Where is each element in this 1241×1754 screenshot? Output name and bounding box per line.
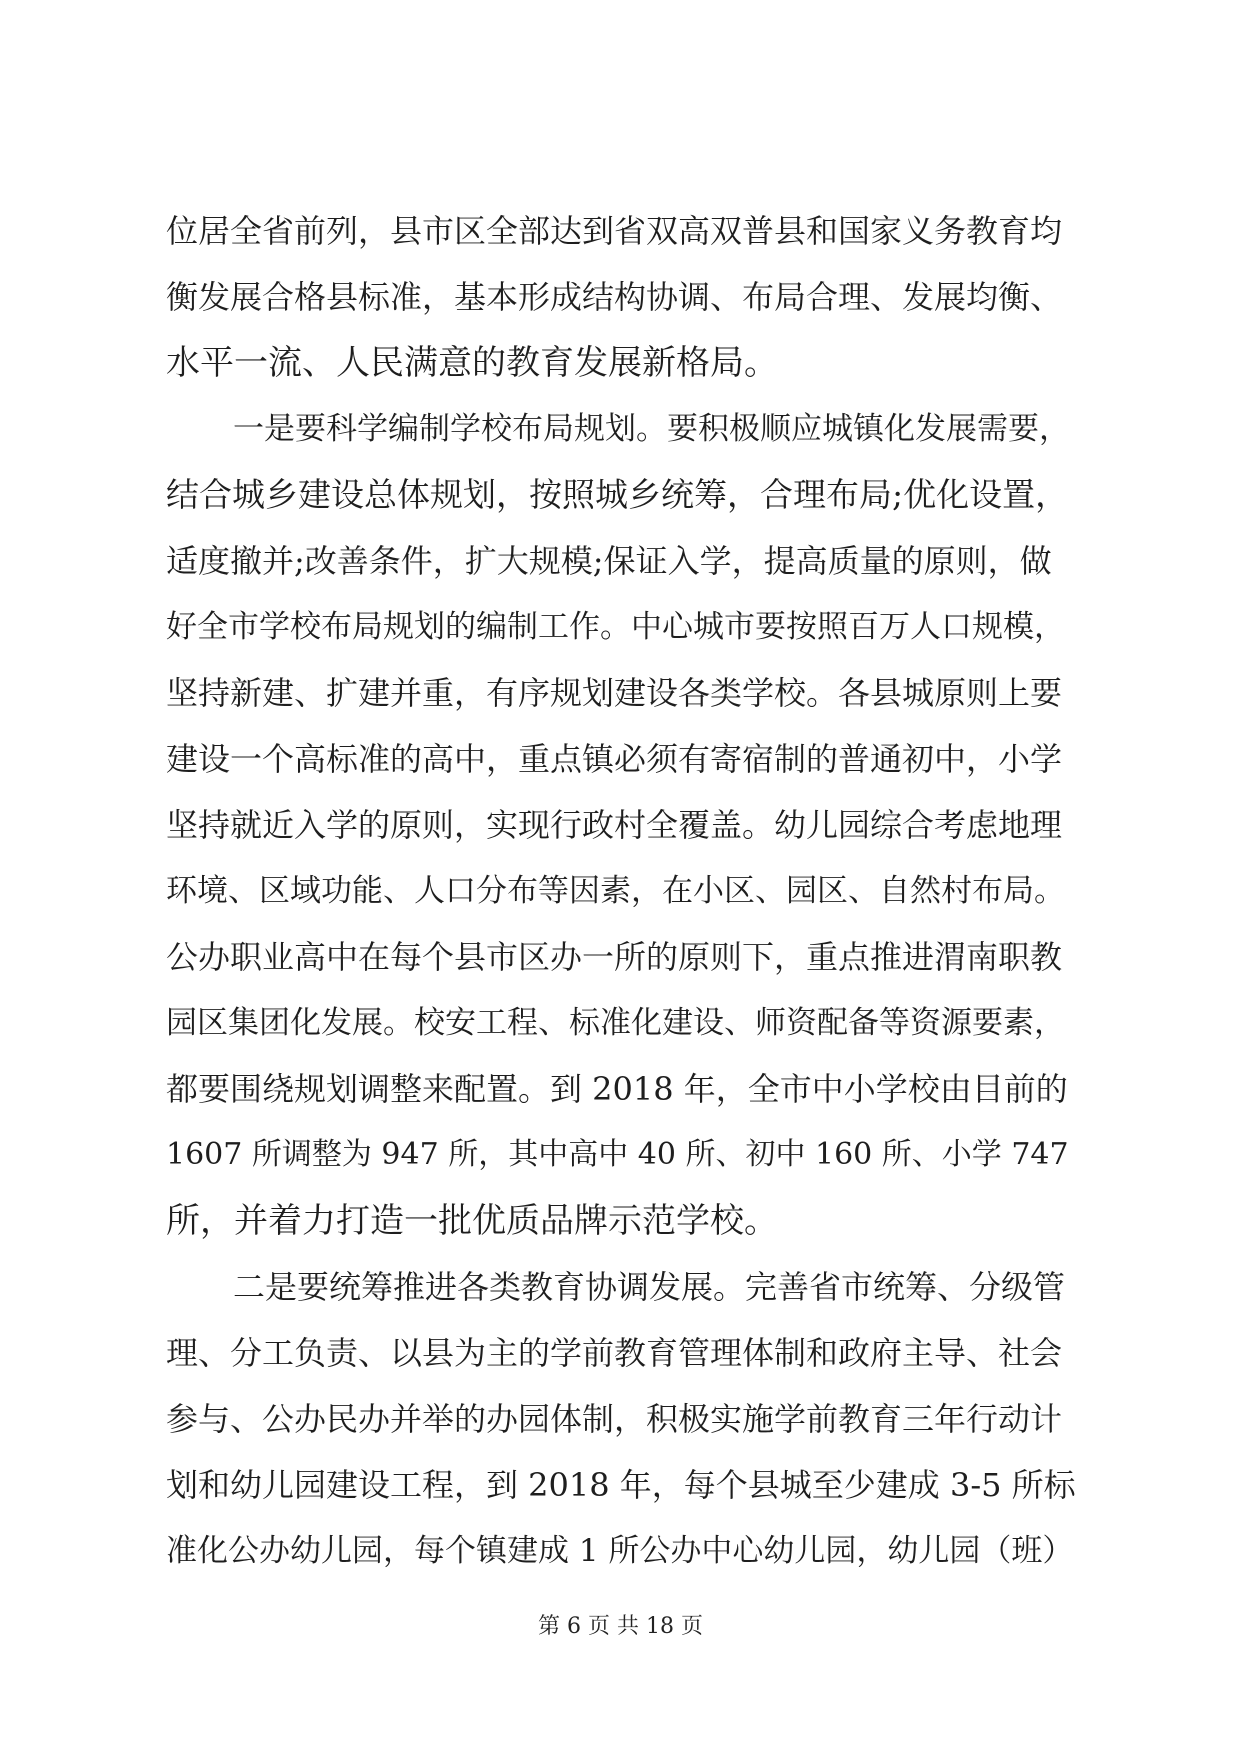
text-line: 划和幼儿园建设工程，到 2018 年，每个县城至少建成 3-5 所标 xyxy=(166,1466,1076,1504)
text-line: 适度撤并;改善条件，扩大规模;保证入学，提高质量的原则，做 xyxy=(166,542,1052,580)
text-line: 水平一流、人民满意的教育发展新格局。 xyxy=(166,343,778,383)
text-line: 1607 所调整为 947 所，其中高中 40 所、初中 160 所、小学 747 xyxy=(166,1137,1069,1172)
text-line: 坚持新建、扩建并重，有序规划建设各类学校。各县城原则上要 xyxy=(166,674,1063,712)
text-line: 理、分工负责、以县为主的学前教育管理体制和政府主导、社会 xyxy=(166,1334,1063,1372)
page-number-footer: 第 6 页 共 18 页 xyxy=(538,1614,703,1639)
text-line: 参与、公办民办并举的办园体制，积极实施学前教育三年行动计 xyxy=(166,1400,1063,1438)
text-line: 所，并着力打造一批优质品牌示范学校。 xyxy=(166,1201,778,1241)
text-line: 环境、区域功能、人口分布等因素，在小区、园区、自然村布局。 xyxy=(166,873,1065,909)
text-line: 准化公办幼儿园，每个镇建成 1 所公办中心幼儿园，幼儿园（班） xyxy=(166,1533,1074,1569)
paragraph-first-line: 一是要科学编制学校布局规划。要积极顺应城镇化发展需要， xyxy=(233,411,1070,447)
text-line: 公办职业高中在每个县市区办一所的原则下，重点推进渭南职教 xyxy=(166,938,1063,976)
text-line: 都要围绕规划调整来配置。到 2018 年，全市中小学校由目前的 xyxy=(166,1070,1068,1108)
text-line: 建设一个高标准的高中，重点镇必须有寄宿制的普通初中，小学 xyxy=(166,740,1063,778)
text-line: 园区集团化发展。校安工程、标准化建设、师资配备等资源要素， xyxy=(166,1005,1065,1041)
text-line: 坚持就近入学的原则，实现行政村全覆盖。幼儿园综合考虑地理 xyxy=(166,806,1063,844)
text-line: 好全市学校布局规划的编制工作。中心城市要按照百万人口规模， xyxy=(166,609,1065,645)
paragraph-first-line: 二是要统筹推进各类教育协调发展。完善省市统筹、分级管 xyxy=(233,1268,1066,1306)
text-line: 结合城乡建设总体规划，按照城乡统筹，合理布局;优化设置， xyxy=(166,475,1069,514)
text-line: 位居全省前列，县市区全部达到省双高双普县和国家义务教育均 xyxy=(166,212,1063,250)
text-line: 衡发展合格县标准，基本形成结构协调、布局合理、发展均衡、 xyxy=(166,278,1063,316)
